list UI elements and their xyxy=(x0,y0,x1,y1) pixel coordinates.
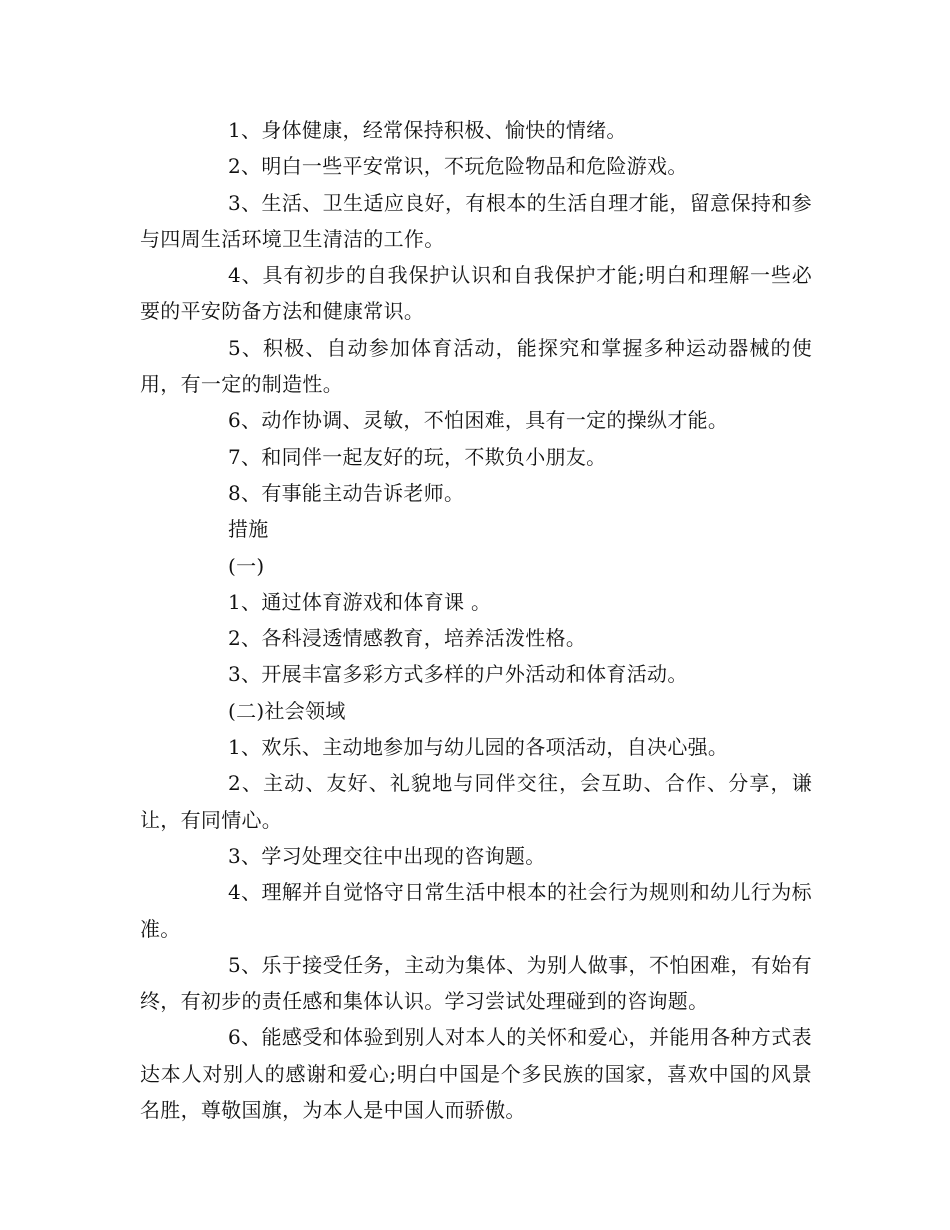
paragraph-measure-1: 1、通过体育游戏和体育课 。 xyxy=(228,589,492,614)
subsection-heading-social: (二)社会领域 xyxy=(228,698,346,723)
subsection-heading-1: (一) xyxy=(228,553,265,578)
paragraph-social-2: 2、主动、友好、礼貌地与同伴交往，会互助、合作、分享，谦让，有同情心。 xyxy=(140,771,812,832)
paragraph-social-6: 6、能感受和体验到别人对本人的关怀和爱心，并能用各种方式表达本人对别人的感谢和爱心;明白中国是个多民族的国家，喜欢中国的风景名胜，尊敬国旗，为本人是中国人而骄傲。 xyxy=(140,1025,812,1123)
paragraph-health-2: 2、明白一些平安常识，不玩危险物品和危险游戏。 xyxy=(228,154,688,179)
paragraph-health-4: 4、具有初步的自我保护认识和自我保护才能;明白和理解一些必要的平安防备方法和健康常识。 xyxy=(140,263,812,324)
document-body xyxy=(140,112,812,1128)
paragraph-health-1: 1、身体健康，经常保持积极、愉快的情绪。 xyxy=(228,118,627,142)
paragraph-measure-3: 3、开展丰富多彩方式多样的户外活动和体育活动。 xyxy=(228,662,688,687)
paragraph-social-4: 4、理解并自觉恪守日常生活中根本的社会行为规则和幼儿行为标准。 xyxy=(140,880,812,941)
paragraph-health-6: 6、动作协调、灵敏，不怕困难，具有一定的操纵才能。 xyxy=(228,408,729,433)
paragraph-health-5: 5、积极、自动参加体育活动，能探究和掌握多种运动器械的使用，有一定的制造性。 xyxy=(140,335,812,397)
section-heading-measures: 措施 xyxy=(228,517,269,542)
paragraph-health-3: 3、生活、卫生适应良好，有根本的生活自理才能，留意保持和参与四周生活环境卫生清洁的工作。 xyxy=(140,190,812,251)
paragraph-health-8: 8、有事能主动告诉老师。 xyxy=(228,480,465,505)
paragraph-social-1: 1、欢乐、主动地参加与幼儿园的各项活动，自决心强。 xyxy=(228,735,729,760)
paragraph-health-7: 7、和同伴一起友好的玩，不欺负小朋友。 xyxy=(228,444,607,469)
paragraph-social-5: 5、乐于接受任务，主动为集体、为别人做事，不怕困难，有始有终，有初步的责任感和集体认识。学习尝试处理碰到的咨询题。 xyxy=(140,952,812,1014)
paragraph-measure-2: 2、各科浸透情感教育，培养活泼性格。 xyxy=(228,626,587,651)
paragraph-social-3: 3、学习处理交往中出现的咨询题。 xyxy=(228,843,546,868)
